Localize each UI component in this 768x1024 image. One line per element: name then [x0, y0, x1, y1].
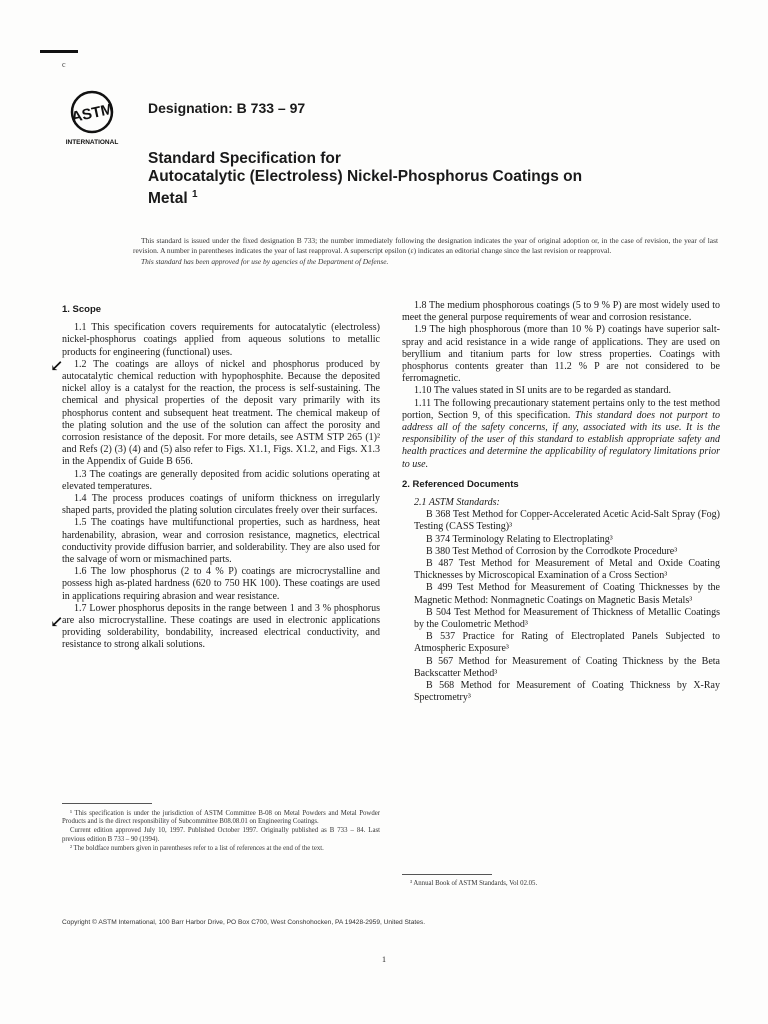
- change-mark: ↙: [50, 358, 64, 375]
- para-1-8: 1.8 The medium phosphorous coatings (5 to 9 % P) are most widely used to meet the general purpose requirements of wear and corrosion resistance.: [402, 300, 720, 324]
- left-column: [62, 300, 380, 652]
- title-footnote-ref: 1: [191, 189, 198, 200]
- astm-logo-text: ASTM: [69, 100, 115, 127]
- astm-logo-subtext: INTERNATIONAL: [65, 139, 119, 146]
- footnote-rule-right: [402, 874, 492, 875]
- para-1-7: 1.7 Lower phosphorus deposits in the range between 1 and 3 % phosphorus are also microcrystalline. These coatings are used in electronic applications providing solderability, bondability, increased electrical conductivity, and resistance to strong alkali solutions.: [62, 602, 380, 651]
- para-1-1: 1.1 This specification covers requirements for autocatalytic (electroless) nickel-phosphorus coatings applied from aqueous solutions to metallic products for engineering (functional) uses.: [62, 322, 380, 358]
- ref-item: B 487 Test Method for Measurement of Metal and Oxide Coating Thicknesses by Microscopical Examination of a Cross Section³: [414, 558, 720, 582]
- para-1-11-text: 1.11 The following precautionary statement pertains only to the test method portion, Section 9, of this specification.: [402, 397, 720, 421]
- standard-notice: [133, 236, 718, 269]
- title-line-1: Standard Specification for: [148, 150, 341, 167]
- para-1-2: 1.2 The coatings are alloys of nickel and phosphorus produced by autocatalytic chemical reduction with hypophosphite. Because the deposited nickel alloy is a catalyst for the reaction, the process is self-sustaining. The chemical and physical properties of the deposit vary primarily with its phosphorus content and subsequent heat treatment. The chemical makeup of the plating solution and the use of the solution can affect the porosity and corrosion resistance of the deposit. For more details, see ASTM STP 265 (1)² and Refs (2) (3) (4) and (5) also refer to Figs. X1.1, Figs. X1.2, and Figs. X1.3 in the Appendix of Guide B 656.: [62, 358, 380, 468]
- footnote-rule-left: [62, 803, 152, 804]
- copyright-line: Copyright © ASTM International, 100 Barr Harbor Drive, PO Box C700, West Conshohocken, PA 19428-2959, United States.: [62, 919, 426, 926]
- page-number: 1: [382, 955, 386, 964]
- para-1-9: 1.9 The high phosphorous (more than 10 % P) coatings have superior salt-spray and acid resistance in a wide range of applications. They are used on beryllium and titanium parts for low stress properties. Coatings with phosphorus contents greater than 11.2 % P are not considered to be ferromagnetic.: [402, 324, 720, 385]
- footnote-1b: Current edition approved July 10, 1997. Published October 1997. Originally published as B 733 – 84. Last previous edition B 733 – 90 (1994).: [62, 827, 380, 843]
- title-line-2: Autocatalytic (Electroless) Nickel-Phosphorus Coatings on: [148, 168, 583, 185]
- ref-item: B 368 Test Method for Copper-Accelerated Acetic Acid-Salt Spray (Fog) Testing (CASS Testing)³: [414, 509, 720, 533]
- para-2-1: [402, 497, 720, 509]
- document-title: [148, 150, 728, 208]
- para-1-11-safety: This standard does not purport to address all of the safety concerns, if any, associated with its use. It is the responsibility of the user of this standard to establish appropriate safety and health practices and determine the applicability of regulatory limitations prior to use.: [402, 409, 720, 470]
- section-2-heading: 2. Referenced Documents: [402, 478, 519, 490]
- section-1-heading: 1. Scope: [62, 304, 102, 315]
- notice-dod: This standard has been approved for use by agencies of the Department of Defense.: [141, 257, 389, 266]
- footnotes-left: [62, 810, 380, 854]
- ref-item: B 380 Test Method of Corrosion by the Corrodkote Procedure³: [426, 545, 678, 557]
- title-line-3: Metal: [148, 190, 188, 208]
- astm-logo: [62, 86, 128, 148]
- notice-paragraph: This standard is issued under the fixed designation B 733; the number immediately following the designation indicates the year of original adoption or, in the case of revision, the year of last revision. A number in parentheses indicates the year of last reapproval. A superscript epsilon (ε) indicates an editorial change since the last revision or reapproval.: [133, 236, 718, 255]
- footnote-1: ¹ This specification is under the jurisdiction of ASTM Committee B-08 on Metal Powders and Metal Powder Products and is the direct responsibility of Subcommittee B08.08.01 on Engineering Coatings.: [62, 810, 380, 826]
- ref-item: B 499 Test Method for Measurement of Coating Thicknesses by the Magnetic Method: Nonmagnetic Coatings on Magnetic Basis Metals³: [414, 582, 720, 606]
- ref-item: B 537 Practice for Rating of Electroplated Panels Subjected to Atmospheric Exposure³: [414, 631, 720, 655]
- designation: Designation: B 733 – 97: [148, 100, 306, 116]
- ref-item: B 374 Terminology Relating to Electroplating³: [426, 533, 613, 545]
- scan-mark-line: [40, 50, 78, 53]
- right-column: [402, 300, 720, 705]
- footnotes-right: [402, 880, 720, 889]
- para-1-4: 1.4 The process produces coatings of uniform thickness on irregularly shaped parts, provided the plating solution circulates freely over their surfaces.: [62, 493, 380, 517]
- para-1-11: [402, 398, 720, 471]
- para-1-10: 1.10 The values stated in SI units are to be regarded as standard.: [414, 385, 671, 397]
- ref-item: B 567 Method for Measurement of Coating Thickness by the Beta Backscatter Method³: [414, 655, 720, 679]
- change-mark: ↙: [50, 614, 64, 631]
- footnote-3: ³ Annual Book of ASTM Standards, Vol 02.05.: [410, 880, 538, 887]
- ref-item: B 504 Test Method for Measurement of Thickness of Metallic Coatings by the Coulometric Method³: [414, 606, 720, 631]
- para-1-6: 1.6 The low phosphorus (2 to 4 % P) coatings are microcrystalline and possess high as-plated hardness (620 to 750 HK 100). These coatings are used in applications requiring abrasion and wear resistance.: [62, 566, 380, 602]
- scan-mark-c: c: [62, 60, 66, 69]
- ref-item: B 568 Method for Measurement of Coating Thickness by X-Ray Spectrometry³: [414, 680, 720, 704]
- footnote-2: ² The boldface numbers given in parentheses refer to a list of references at the end of the text.: [70, 844, 324, 852]
- para-2-1-text: 2.1 ASTM Standards:: [414, 497, 500, 509]
- para-1-3: 1.3 The coatings are generally deposited from acidic solutions operating at elevated temperatures.: [62, 468, 380, 492]
- para-1-5: 1.5 The coatings have multifunctional properties, such as hardness, heat hardenability, abrasion, wear and corrosion resistance, magnetics, electrical conductivity provide diffusion barrier, and solderability. They are also used for the salvage of worn or mismachined parts.: [62, 517, 380, 566]
